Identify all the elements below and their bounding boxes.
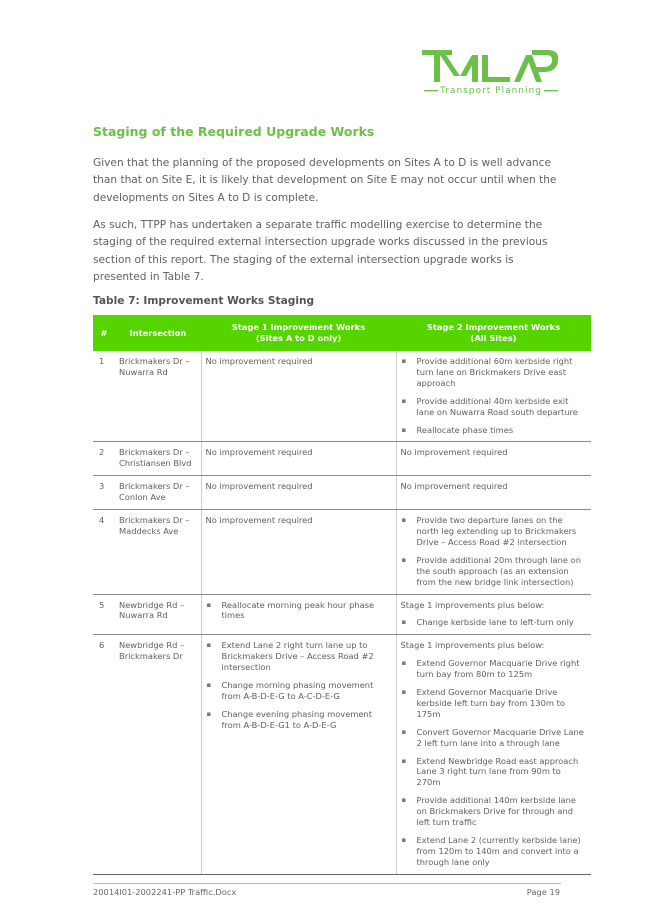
list-item: ▪ Provide additional 60m kerbside right turn lane on Brickmakers Drive east approach	[401, 356, 588, 389]
intersection-name: Newbridge Rd – Nuwarra Rd	[115, 594, 201, 635]
list-item: ▪ Change evening phasing movement from A-B-D-E-G1 to A-D-E-G	[206, 709, 392, 731]
list-item: ▪ Provide additional 40m kerbside exit lane on Nuwarra Road south departure	[401, 396, 588, 418]
row-number: 6	[93, 635, 115, 874]
stage1-cell	[201, 594, 396, 635]
list-item: ▪ Extend Governor Macquarie Drive right turn bay from 80m to 125m	[401, 658, 588, 680]
table-caption: Table 7: Improvement Works Staging	[93, 295, 315, 307]
header-stage1	[201, 315, 396, 351]
stage1-cell: No improvement required	[201, 510, 396, 594]
intersection-name: Newbridge Rd – Brickmakers Dr	[115, 635, 201, 874]
intersection-name: Brickmakers Dr – Christiansen Blvd	[115, 442, 201, 476]
list-item: ▪ Provide additional 20m through lane on the south approach (as an extension from the new bridge link intersection)	[401, 555, 588, 588]
paragraph-1: Given that the planning of the proposed developments on Sites A to D is well advance than that on Site E, it is likely that development on Site E may not occur until when the developments on Sites A to D is complete.	[93, 157, 557, 204]
stage1-cell: No improvement required	[201, 476, 396, 510]
header-intersection: Intersection	[115, 315, 201, 351]
row-number: 3	[93, 476, 115, 510]
stage2-intro: Stage 1 improvements plus below:	[400, 640, 545, 651]
table-row	[93, 594, 591, 635]
list-item: ▪ Extend Lane 2 (currently kerbside lane) from 120m to 140m and convert into a through lane only	[401, 835, 588, 868]
paragraph-2: As such, TTPP has undertaken a separate traffic modelling exercise to determine the staging of the required external intersection upgrade works discussed in the previous section of this report. The staging of the external intersection upgrade works is presented in Table 7.	[93, 219, 548, 284]
intersection-name: Brickmakers Dr – Nuwarra Rd	[115, 351, 201, 442]
stage2-cell	[396, 510, 591, 594]
header-stage2	[396, 315, 591, 351]
stage2-list	[401, 515, 588, 587]
stage1-cell: No improvement required	[201, 442, 396, 476]
stage2-list	[401, 617, 588, 628]
list-item: ▪ Change morning phasing movement from A-B-D-E-G to A-C-D-E-G	[206, 680, 392, 702]
footer-divider	[93, 883, 561, 884]
table-row	[93, 635, 591, 874]
list-item: ▪ Convert Governor Macquarie Drive Lane 2 left turn lane into a through lane	[401, 727, 588, 749]
row-number: 1	[93, 351, 115, 442]
list-item: ▪ Extend Lane 2 right turn lane up to Brickmakers Drive – Access Road #2 intersection	[206, 640, 392, 673]
header-stage1-title: Stage 1 Improvement Works	[231, 322, 366, 332]
stage2-cell: No improvement required	[396, 476, 591, 510]
header-stage2-title: Stage 2 Improvement Works	[426, 322, 561, 332]
table-row	[93, 442, 591, 476]
stage2-list	[401, 658, 588, 868]
section-title: Staging of the Required Upgrade Works	[93, 124, 375, 139]
list-item: ▪ Provide additional 140m kerbside lane on Brickmakers Drive for through and left turn traffic	[401, 795, 588, 828]
table-header-row	[93, 315, 591, 351]
list-item: ▪ Reallocate phase times	[401, 425, 588, 436]
table-row	[93, 510, 591, 594]
stage2-list	[401, 356, 588, 435]
intersection-name: Brickmakers Dr – Conlon Ave	[115, 476, 201, 510]
stage1-cell	[201, 635, 396, 874]
improvement-works-table	[93, 315, 591, 875]
list-item: ▪ Extend Governor Macquarie Drive kerbside left turn bay from 130m to 175m	[401, 687, 588, 720]
stage2-cell	[396, 594, 591, 635]
row-number: 5	[93, 594, 115, 635]
header-num: #	[93, 315, 115, 351]
list-item: ▪ Change kerbside lane to left-turn only	[401, 617, 588, 628]
logo-subtitle: Transport Planning	[440, 86, 542, 96]
list-item: ▪ Reallocate morning peak hour phase times	[206, 600, 392, 622]
stage1-list	[206, 640, 392, 730]
header-stage2-sub: (All Sites)	[470, 333, 517, 343]
table-row	[93, 476, 591, 510]
footer-page-number: Page 19	[526, 887, 560, 897]
footer-doc-ref: 20014l01-2002241-PP Traffic.Docx	[93, 887, 237, 897]
table-row	[93, 351, 591, 442]
list-item: ▪ Extend Newbridge Road east approach Lane 3 right turn lane from 90m to 270m	[401, 756, 588, 789]
intersection-name: Brickmakers Dr – Maddecks Ave	[115, 510, 201, 594]
row-number: 4	[93, 510, 115, 594]
list-item: ▪ Provide two departure lanes on the north leg extending up to Brickmakers Drive – Access Road #2 intersection	[401, 515, 588, 548]
header-stage1-sub: (Sites A to D only)	[255, 333, 342, 343]
stage1-list	[206, 600, 392, 622]
stage2-cell	[396, 351, 591, 442]
stage1-cell: No improvement required	[201, 351, 396, 442]
stage2-intro: Stage 1 improvements plus below:	[400, 599, 545, 610]
stage2-cell	[396, 635, 591, 874]
row-number: 2	[93, 442, 115, 476]
stage2-cell: No improvement required	[396, 442, 591, 476]
